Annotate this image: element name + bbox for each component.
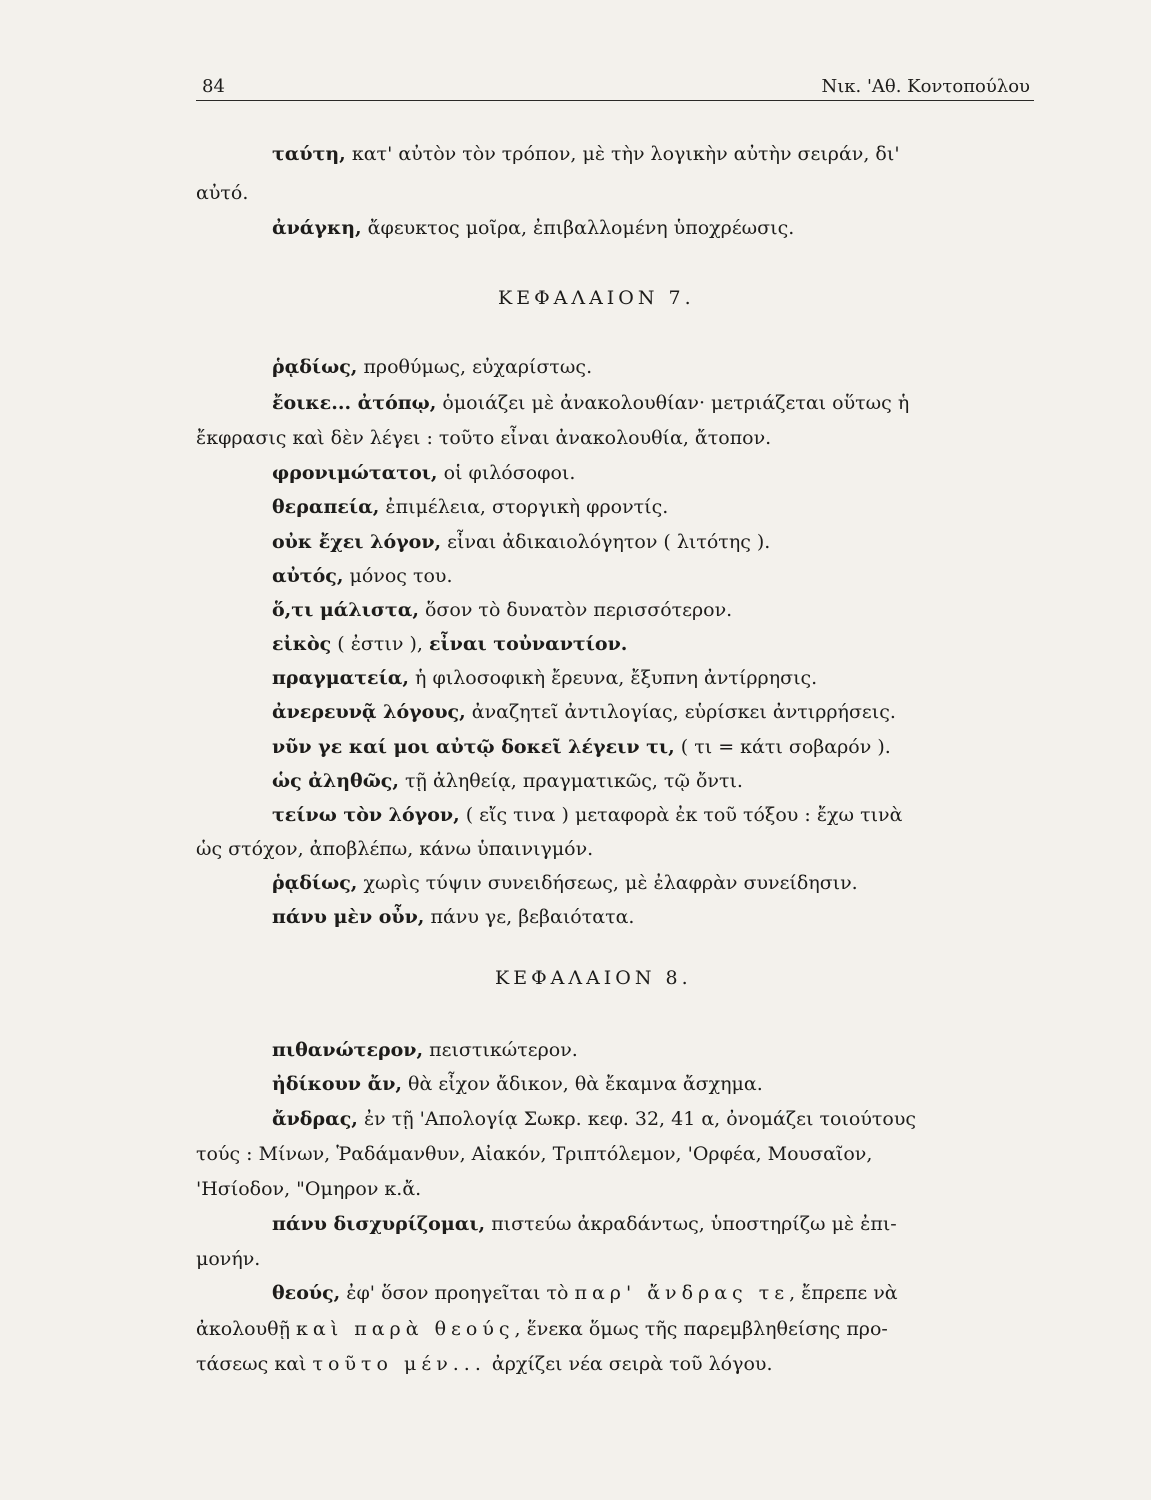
text-line: ἄνδρας, ἐν τῇ 'Απολογίᾳ Σωκρ. κεφ. 32, 41 α, ὀνομάζει τοιούτους bbox=[272, 1108, 917, 1130]
text-line: πιθανώτερον, πειστικώτερον. bbox=[272, 1039, 578, 1061]
text-line: ἔοικε... ἀτόπῳ, ὁμοιάζει μὲ ἀνακολουθίαν· μετριάζεται οὕτως ἡ bbox=[272, 392, 910, 414]
text-line: ῥᾳδίως, χωρὶς τύψιν συνειδήσεως, μὲ ἐλαφρὰν συνείδησιν. bbox=[272, 872, 858, 894]
text-line: φρονιμώτατοι, οἱ φιλόσοφοι. bbox=[272, 462, 576, 484]
text-line: ἀνερευνᾷ λόγους, ἀναζητεῖ ἀντιλογίας, εὑρίσκει ἀντιρρήσεις. bbox=[272, 701, 896, 723]
text-line: ἀνάγκη, ἄφευκτος μοῖρα, ἐπιβαλλομένη ὑποχρέωσις. bbox=[272, 217, 795, 239]
text-line: μονήν. bbox=[196, 1248, 261, 1270]
text-line: αὐτός, μόνος του. bbox=[272, 565, 453, 587]
page-header bbox=[196, 70, 1034, 101]
text-line: τάσεως καὶ τοῦτο μέν... ἀρχίζει νέα σειρὰ τοῦ λόγου. bbox=[196, 1353, 773, 1375]
text-line: ἠδίκουν ἄν, θὰ εἶχον ἄδικον, θὰ ἔκαμνα ἄσχημα. bbox=[272, 1073, 763, 1095]
chapter-heading: ΚΕΦΑΛΑΙΟΝ 8. bbox=[495, 967, 692, 989]
text-line: αὐτό. bbox=[196, 182, 249, 204]
text-line: οὐκ ἔχει λόγον, εἶναι ἀδικαιολόγητον ( λιτότης ). bbox=[272, 531, 771, 553]
text-line: τείνω τὸν λόγον, ( εἴς τινα ) μεταφορὰ ἐκ τοῦ τόξου : ἔχω τινὰ bbox=[272, 804, 903, 826]
text-line: τούς : Μίνων, Ῥαδάμανθυν, Αἰακόν, Τριπτόλεμον, 'Ορφέα, Μουσαῖον, bbox=[196, 1143, 873, 1165]
text-line: νῦν γε καί μοι αὐτῷ δοκεῖ λέγειν τι, ( τι = κάτι σοβαρόν ). bbox=[272, 736, 891, 758]
chapter-heading: ΚΕΦΑΛΑΙΟΝ 7. bbox=[498, 287, 695, 309]
page-number: 84 bbox=[202, 76, 225, 97]
text-line: πάνυ δισχυρίζομαι, πιστεύω ἀκραδάντως, ὑποστηρίζω μὲ ἐπι- bbox=[272, 1213, 897, 1235]
text-line: θεούς, ἐφ' ὅσον προηγεῖται τὸ παρ' ἄνδρας τε, ἔπρεπε νὰ bbox=[272, 1282, 898, 1304]
text-line: πάνυ μὲν οὖν, πάνυ γε, βεβαιότατα. bbox=[272, 906, 635, 928]
text-line: πραγματεία, ἡ φιλοσοφικὴ ἔρευνα, ἔξυπνη ἀντίρρησις. bbox=[272, 667, 818, 689]
text-line: ἀκολουθῇ καὶ παρὰ θεούς, ἕνεκα ὅμως τῆς παρεμβληθείσης προ- bbox=[196, 1318, 888, 1340]
text-line: ὡς ἀληθῶς, τῇ ἀληθείᾳ, πραγματικῶς, τῷ ὄντι. bbox=[272, 770, 743, 792]
running-head: Νικ. 'Αθ. Κοντοπούλου bbox=[821, 76, 1030, 97]
text-line: ταύτη, κατ' αὐτὸν τὸν τρόπον, μὲ τὴν λογικὴν αὐτὴν σειράν, δι' bbox=[272, 143, 900, 165]
text-line: εἰκὸς ( ἐστιν ), εἶναι τοὐναντίον. bbox=[272, 633, 628, 655]
text-line: ῥᾳδίως, προθύμως, εὐχαρίστως. bbox=[272, 356, 593, 378]
text-line: ὡς στόχον, ἀποβλέπω, κάνω ὑπαινιγμόν. bbox=[196, 838, 594, 860]
text-line: ἔκφρασις καὶ δὲν λέγει : τοῦτο εἶναι ἀνακολουθία, ἄτοπον. bbox=[196, 427, 772, 449]
text-line: θεραπεία, ἐπιμέλεια, στοργικὴ φροντίς. bbox=[272, 496, 669, 518]
text-line: 'Ησίοδον, "Ομηρον κ.ἄ. bbox=[196, 1178, 422, 1200]
text-line: ὅ,τι μάλιστα, ὅσον τὸ δυνατὸν περισσότερον. bbox=[272, 599, 733, 621]
